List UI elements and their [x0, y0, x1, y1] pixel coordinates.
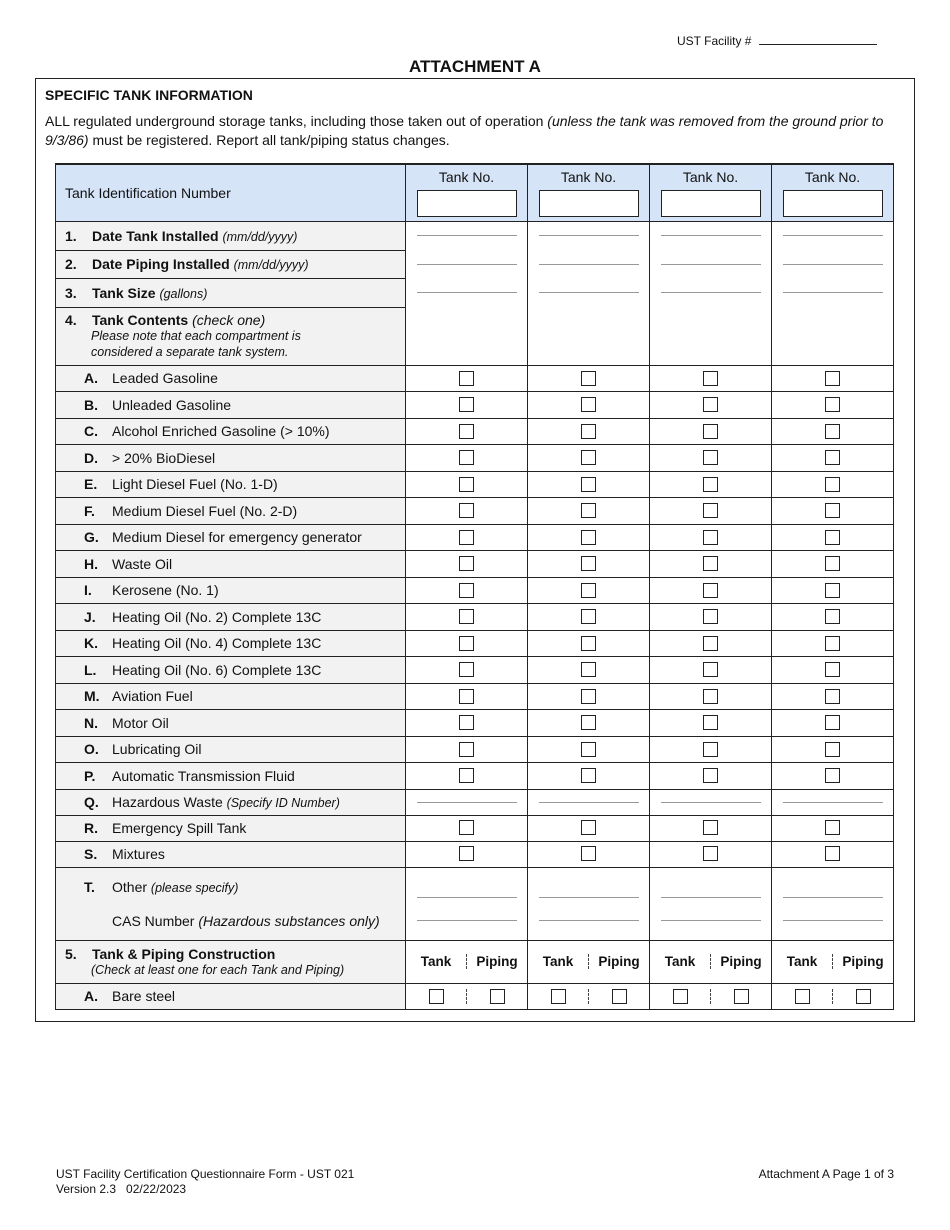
checkbox[interactable]: [825, 846, 840, 861]
content-checkbox[interactable]: [825, 583, 840, 598]
content-label: O. Lubricating Oil: [56, 736, 406, 763]
facility-number-label: UST Facility #: [677, 34, 877, 48]
date-tank-field[interactable]: [406, 221, 528, 250]
piping-column-label: Piping: [710, 954, 771, 969]
date-tank-field[interactable]: [528, 221, 650, 250]
date-piping-field[interactable]: [772, 250, 894, 278]
tank-size-field[interactable]: [772, 278, 894, 307]
tank-checkbox[interactable]: [551, 989, 566, 1004]
content-checkbox[interactable]: [825, 609, 840, 624]
content-checkbox[interactable]: [703, 530, 718, 545]
footer-form-name: UST Facility Certification Questionnaire Form - UST 021: [56, 1167, 355, 1181]
content-row: [56, 392, 894, 419]
content-checkbox[interactable]: [703, 689, 718, 704]
tank-table: [55, 163, 894, 1010]
content-row: [56, 577, 894, 604]
content-checkbox[interactable]: [703, 662, 718, 677]
tank-column-label: Tank: [420, 954, 452, 969]
checkbox[interactable]: [825, 820, 840, 835]
content-checkbox[interactable]: [825, 768, 840, 783]
piping-checkbox[interactable]: [856, 989, 871, 1004]
q3-label: 3. Tank Size (gallons): [56, 278, 406, 307]
content-row-hazardous: Q. Hazardous Waste (Specify ID Number): [56, 789, 406, 815]
content-label: K. Heating Oil (No. 4) Complete 13C: [56, 630, 406, 657]
content-checkbox[interactable]: [459, 371, 474, 386]
content-row: [56, 445, 894, 472]
content-checkbox[interactable]: [581, 450, 596, 465]
content-row: [56, 471, 894, 498]
content-checkbox[interactable]: [459, 768, 474, 783]
content-checkbox[interactable]: [825, 477, 840, 492]
content-checkbox[interactable]: [825, 715, 840, 730]
content-label: I. Kerosene (No. 1): [56, 577, 406, 604]
q1-label: 1. Date Tank Installed (mm/dd/yyyy): [56, 221, 406, 250]
content-label: B. Unleaded Gasoline: [56, 392, 406, 419]
content-checkbox[interactable]: [459, 556, 474, 571]
content-checkbox[interactable]: [825, 503, 840, 518]
content-checkbox[interactable]: [703, 450, 718, 465]
content-row: [56, 524, 894, 551]
hazardous-id-field[interactable]: [772, 789, 894, 815]
content-row: [56, 418, 894, 445]
date-piping-field[interactable]: [406, 250, 528, 278]
content-checkbox[interactable]: [459, 583, 474, 598]
content-checkbox[interactable]: [459, 450, 474, 465]
content-row: [56, 710, 894, 737]
q4-label: 4. Tank Contents (check one) Please note that each compartment is considered a separate tank system.: [56, 307, 406, 365]
content-checkbox[interactable]: [459, 397, 474, 412]
other-specify-field[interactable]: [650, 867, 772, 940]
content-label: H. Waste Oil: [56, 551, 406, 578]
date-tank-field[interactable]: [772, 221, 894, 250]
content-checkbox[interactable]: [459, 424, 474, 439]
content-row: [56, 763, 894, 790]
footer-page-number: Attachment A Page 1 of 3: [758, 1167, 894, 1181]
tank-size-field[interactable]: [406, 278, 528, 307]
tank-checkbox[interactable]: [429, 989, 444, 1004]
footer-version: Version 2.3 02/22/2023: [56, 1182, 187, 1196]
content-checkbox[interactable]: [581, 397, 596, 412]
tank-checkbox[interactable]: [795, 989, 810, 1004]
other-specify-field[interactable]: [528, 867, 650, 940]
content-checkbox[interactable]: [825, 689, 840, 704]
date-piping-field[interactable]: [650, 250, 772, 278]
other-specify-field[interactable]: [406, 867, 528, 940]
content-checkbox[interactable]: [825, 424, 840, 439]
checkbox[interactable]: [581, 820, 596, 835]
content-checkbox[interactable]: [703, 636, 718, 651]
content-checkbox[interactable]: [825, 662, 840, 677]
tank-id-input-3[interactable]: [661, 190, 761, 217]
content-label: J. Heating Oil (No. 2) Complete 13C: [56, 604, 406, 631]
content-label: G. Medium Diesel for emergency generator: [56, 524, 406, 551]
content-checkbox[interactable]: [825, 636, 840, 651]
content-row-mixtures: S. Mixtures: [56, 841, 406, 867]
tank-id-input-4[interactable]: [783, 190, 883, 217]
content-checkbox[interactable]: [459, 689, 474, 704]
content-row: [56, 551, 894, 578]
content-checkbox[interactable]: [825, 371, 840, 386]
content-checkbox[interactable]: [703, 609, 718, 624]
content-checkbox[interactable]: [459, 662, 474, 677]
section-title: SPECIFIC TANK INFORMATION: [45, 87, 253, 103]
content-row-spill: R. Emergency Spill Tank: [56, 815, 406, 841]
content-checkbox[interactable]: [581, 530, 596, 545]
content-row: [56, 604, 894, 631]
content-checkbox[interactable]: [581, 689, 596, 704]
content-checkbox[interactable]: [581, 662, 596, 677]
content-row: [56, 683, 894, 710]
content-checkbox[interactable]: [703, 715, 718, 730]
content-row: [56, 498, 894, 525]
section-intro: ALL regulated underground storage tanks, including those taken out of operation (unless the tank was removed from the ground prior to 9/3/86) must be registered. Report all tank/piping status changes.: [45, 113, 884, 148]
content-checkbox[interactable]: [581, 556, 596, 571]
checkbox[interactable]: [581, 846, 596, 861]
content-checkbox[interactable]: [581, 424, 596, 439]
content-label: F. Medium Diesel Fuel (No. 2-D): [56, 498, 406, 525]
content-checkbox[interactable]: [581, 609, 596, 624]
content-checkbox[interactable]: [581, 583, 596, 598]
date-tank-field[interactable]: [650, 221, 772, 250]
checkbox[interactable]: [459, 820, 474, 835]
tank-header-2: Tank No.: [528, 164, 650, 221]
checkbox[interactable]: [459, 846, 474, 861]
content-checkbox[interactable]: [825, 742, 840, 757]
hazardous-id-field[interactable]: [528, 789, 650, 815]
q5-label: 5. Tank & Piping Construction (Check at least one for each Tank and Piping): [56, 940, 406, 983]
content-row: [56, 630, 894, 657]
tank-id-label: Tank Identification Number: [56, 164, 406, 221]
checkbox[interactable]: [703, 846, 718, 861]
content-label: M. Aviation Fuel: [56, 683, 406, 710]
content-row: [56, 657, 894, 684]
content-checkbox[interactable]: [459, 636, 474, 651]
content-label: E. Light Diesel Fuel (No. 1-D): [56, 471, 406, 498]
tank-size-field[interactable]: [650, 278, 772, 307]
page-title: ATTACHMENT A: [409, 57, 541, 76]
tank-id-input-1[interactable]: [417, 190, 517, 217]
other-specify-field[interactable]: [772, 867, 894, 940]
content-checkbox[interactable]: [459, 715, 474, 730]
content-checkbox[interactable]: [703, 583, 718, 598]
piping-checkbox[interactable]: [612, 989, 627, 1004]
tank-column-label: Tank: [664, 954, 696, 969]
content-checkbox[interactable]: [703, 477, 718, 492]
content-checkbox[interactable]: [703, 768, 718, 783]
content-checkbox[interactable]: [825, 450, 840, 465]
content-checkbox[interactable]: [581, 477, 596, 492]
piping-column-label: Piping: [466, 954, 527, 969]
content-checkbox[interactable]: [703, 424, 718, 439]
date-piping-field[interactable]: [528, 250, 650, 278]
tank-column-label: Tank: [542, 954, 574, 969]
content-checkbox[interactable]: [459, 742, 474, 757]
content-checkbox[interactable]: [581, 503, 596, 518]
content-checkbox[interactable]: [825, 397, 840, 412]
content-checkbox[interactable]: [703, 397, 718, 412]
q2-label: 2. Date Piping Installed (mm/dd/yyyy): [56, 250, 406, 278]
content-checkbox[interactable]: [825, 556, 840, 571]
content-checkbox[interactable]: [581, 636, 596, 651]
piping-column-label: Piping: [588, 954, 649, 969]
content-checkbox[interactable]: [459, 477, 474, 492]
hazardous-id-field[interactable]: [406, 789, 528, 815]
content-checkbox[interactable]: [703, 742, 718, 757]
content-checkbox[interactable]: [703, 556, 718, 571]
tank-checkbox[interactable]: [673, 989, 688, 1004]
hazardous-id-field[interactable]: [650, 789, 772, 815]
content-row: [56, 365, 894, 392]
content-label: C. Alcohol Enriched Gasoline (> 10%): [56, 418, 406, 445]
content-checkbox[interactable]: [703, 503, 718, 518]
content-label: D. > 20% BioDiesel: [56, 445, 406, 472]
construction-row-bare-steel: A. Bare steel: [56, 983, 406, 1009]
piping-checkbox[interactable]: [490, 989, 505, 1004]
content-checkbox[interactable]: [581, 768, 596, 783]
content-row: [56, 736, 894, 763]
content-checkbox[interactable]: [459, 530, 474, 545]
tank-header-4: Tank No.: [772, 164, 894, 221]
piping-column-label: Piping: [832, 954, 893, 969]
content-checkbox[interactable]: [581, 371, 596, 386]
checkbox[interactable]: [703, 820, 718, 835]
tank-header-1: Tank No.: [406, 164, 528, 221]
content-checkbox[interactable]: [703, 371, 718, 386]
content-checkbox[interactable]: [581, 715, 596, 730]
content-checkbox[interactable]: [825, 530, 840, 545]
tank-id-input-2[interactable]: [539, 190, 639, 217]
tank-header-3: Tank No.: [650, 164, 772, 221]
tank-size-field[interactable]: [528, 278, 650, 307]
footer-form-info: [56, 1167, 354, 1197]
content-checkbox[interactable]: [581, 742, 596, 757]
content-row-other: T. Other (please specify) CAS Number (Hazardous substances only): [56, 867, 406, 940]
content-label: P. Automatic Transmission Fluid: [56, 763, 406, 790]
content-checkbox[interactable]: [459, 609, 474, 624]
piping-checkbox[interactable]: [734, 989, 749, 1004]
facility-number-field[interactable]: [759, 34, 877, 45]
content-label: A. Leaded Gasoline: [56, 365, 406, 392]
tank-column-label: Tank: [786, 954, 818, 969]
content-label: L. Heating Oil (No. 6) Complete 13C: [56, 657, 406, 684]
content-label: N. Motor Oil: [56, 710, 406, 737]
content-checkbox[interactable]: [459, 503, 474, 518]
